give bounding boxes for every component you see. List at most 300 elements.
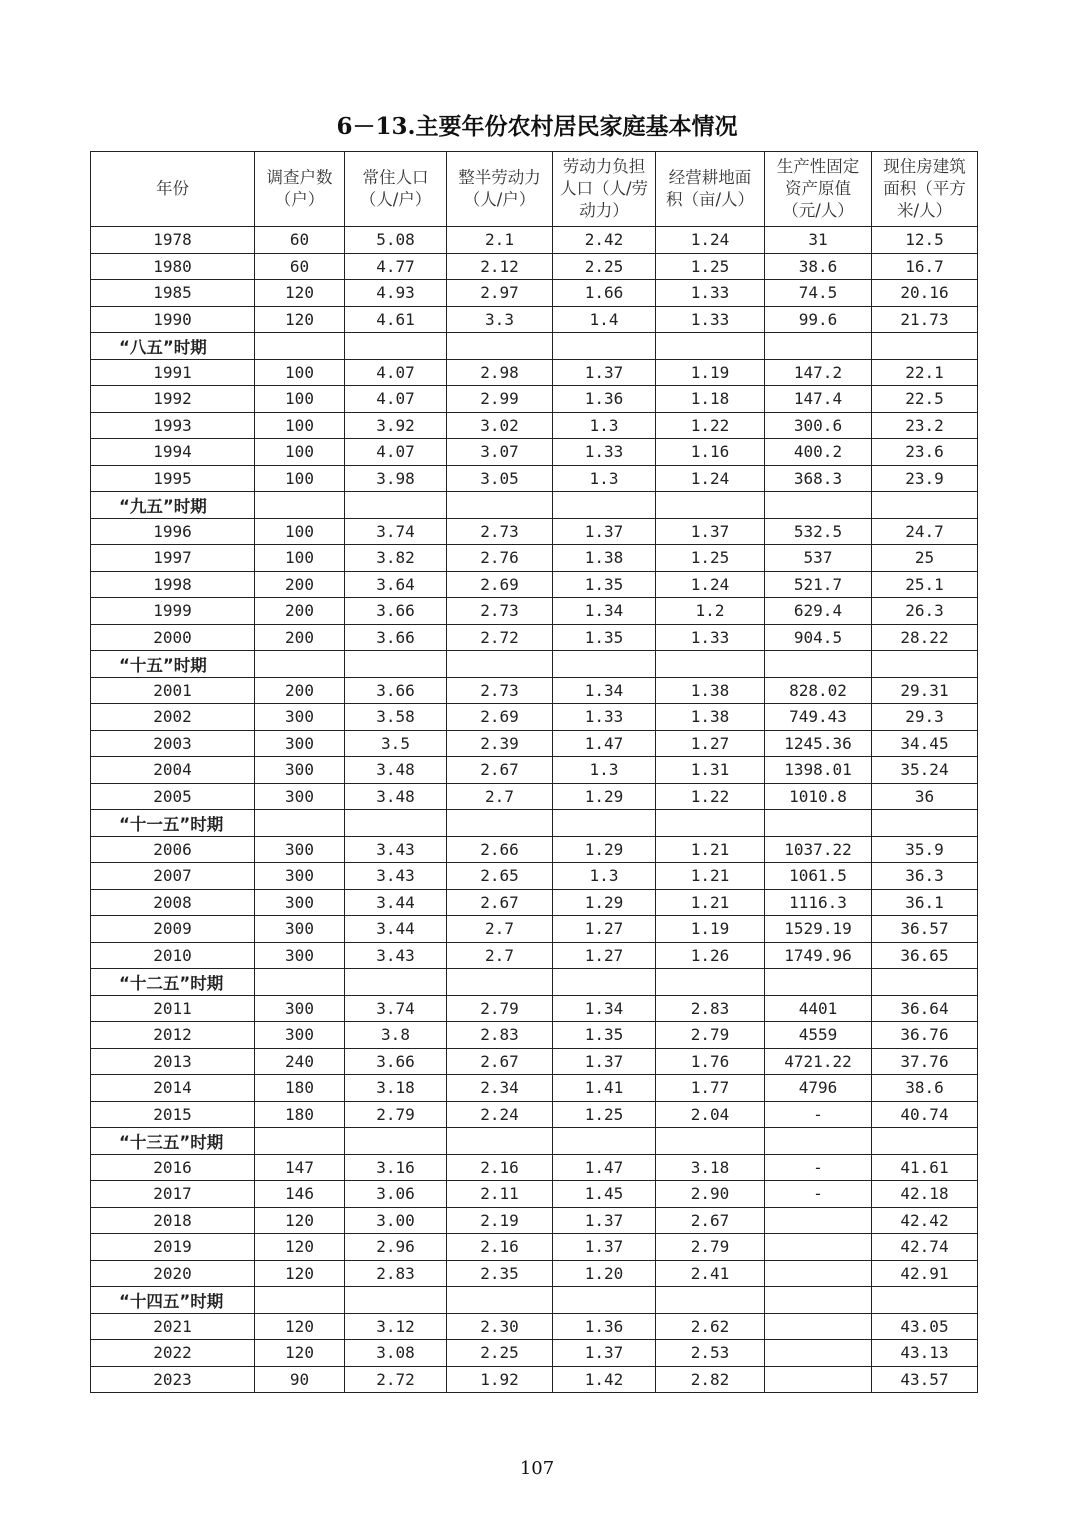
cell-land: 2.83 xyxy=(656,995,765,1022)
cell-housing: 41.61 xyxy=(872,1154,978,1181)
cell-year: 2000 xyxy=(91,624,255,651)
cell-labor: 2.73 xyxy=(447,518,553,545)
cell-assets: 147.2 xyxy=(765,359,872,386)
cell-land: 2.41 xyxy=(656,1260,765,1287)
cell-labor: 2.25 xyxy=(447,1340,553,1367)
table-row xyxy=(91,439,978,466)
empty-cell xyxy=(765,1128,872,1155)
empty-cell xyxy=(447,492,553,519)
cell-land: 1.22 xyxy=(656,783,765,810)
cell-land: 2.62 xyxy=(656,1313,765,1340)
cell-dependency: 1.35 xyxy=(553,624,656,651)
cell-land: 1.18 xyxy=(656,386,765,413)
cell-assets: 31 xyxy=(765,227,872,254)
cell-dependency: 1.3 xyxy=(553,757,656,784)
cell-population: 3.44 xyxy=(345,889,447,916)
cell-land: 1.33 xyxy=(656,306,765,333)
cell-labor: 3.07 xyxy=(447,439,553,466)
cell-households: 100 xyxy=(255,545,345,572)
cell-households: 60 xyxy=(255,227,345,254)
cell-year: 2023 xyxy=(91,1366,255,1393)
cell-year: 2010 xyxy=(91,942,255,969)
cell-year: 2012 xyxy=(91,1022,255,1049)
empty-cell xyxy=(872,333,978,360)
table-row xyxy=(91,942,978,969)
empty-cell xyxy=(447,1128,553,1155)
cell-households: 200 xyxy=(255,624,345,651)
cell-labor: 2.73 xyxy=(447,598,553,625)
cell-population: 3.66 xyxy=(345,598,447,625)
cell-housing: 35.9 xyxy=(872,836,978,863)
empty-cell xyxy=(345,1287,447,1314)
empty-cell xyxy=(345,492,447,519)
cell-housing: 40.74 xyxy=(872,1101,978,1128)
table-row xyxy=(91,916,978,943)
cell-dependency: 1.29 xyxy=(553,836,656,863)
cell-assets xyxy=(765,1207,872,1234)
cell-year: 2020 xyxy=(91,1260,255,1287)
empty-cell xyxy=(553,1128,656,1155)
cell-housing: 23.9 xyxy=(872,465,978,492)
cell-population: 3.12 xyxy=(345,1313,447,1340)
cell-population: 3.08 xyxy=(345,1340,447,1367)
cell-population: 3.74 xyxy=(345,995,447,1022)
empty-cell xyxy=(872,492,978,519)
cell-dependency: 1.36 xyxy=(553,1313,656,1340)
empty-cell xyxy=(765,333,872,360)
cell-dependency: 1.66 xyxy=(553,280,656,307)
table-row xyxy=(91,863,978,890)
cell-labor: 2.79 xyxy=(447,995,553,1022)
cell-households: 120 xyxy=(255,280,345,307)
cell-housing: 36.1 xyxy=(872,889,978,916)
cell-assets: 521.7 xyxy=(765,571,872,598)
table-row xyxy=(91,995,978,1022)
cell-assets xyxy=(765,1366,872,1393)
table-row xyxy=(91,889,978,916)
period-row xyxy=(91,1128,978,1155)
cell-population: 3.66 xyxy=(345,624,447,651)
empty-cell xyxy=(553,1287,656,1314)
cell-land: 2.79 xyxy=(656,1022,765,1049)
cell-year: 2008 xyxy=(91,889,255,916)
cell-housing: 36.76 xyxy=(872,1022,978,1049)
cell-population: 4.07 xyxy=(345,359,447,386)
table-row xyxy=(91,1101,978,1128)
table-row xyxy=(91,1048,978,1075)
cell-housing: 25 xyxy=(872,545,978,572)
cell-assets xyxy=(765,1340,872,1367)
cell-housing: 36 xyxy=(872,783,978,810)
empty-cell xyxy=(553,651,656,678)
cell-population: 3.48 xyxy=(345,783,447,810)
table-body xyxy=(91,227,978,1393)
cell-dependency: 1.37 xyxy=(553,1207,656,1234)
cell-land: 2.67 xyxy=(656,1207,765,1234)
table-row xyxy=(91,571,978,598)
cell-housing: 23.2 xyxy=(872,412,978,439)
cell-land: 1.19 xyxy=(656,916,765,943)
cell-population: 3.66 xyxy=(345,677,447,704)
cell-year: 2003 xyxy=(91,730,255,757)
empty-cell xyxy=(872,810,978,837)
cell-housing: 16.7 xyxy=(872,253,978,280)
cell-year: 1993 xyxy=(91,412,255,439)
cell-households: 120 xyxy=(255,1207,345,1234)
cell-labor: 2.76 xyxy=(447,545,553,572)
cell-housing: 42.42 xyxy=(872,1207,978,1234)
empty-cell xyxy=(765,492,872,519)
cell-households: 300 xyxy=(255,995,345,1022)
cell-labor: 2.24 xyxy=(447,1101,553,1128)
cell-labor: 2.7 xyxy=(447,916,553,943)
cell-year: 2007 xyxy=(91,863,255,890)
cell-population: 3.74 xyxy=(345,518,447,545)
cell-housing: 34.45 xyxy=(872,730,978,757)
cell-land: 2.04 xyxy=(656,1101,765,1128)
cell-year: 1995 xyxy=(91,465,255,492)
cell-land: 1.33 xyxy=(656,280,765,307)
cell-labor: 3.05 xyxy=(447,465,553,492)
empty-cell xyxy=(255,810,345,837)
cell-assets: 828.02 xyxy=(765,677,872,704)
empty-cell xyxy=(765,969,872,996)
empty-cell xyxy=(345,651,447,678)
cell-year: 2013 xyxy=(91,1048,255,1075)
cell-population: 2.72 xyxy=(345,1366,447,1393)
cell-land: 3.18 xyxy=(656,1154,765,1181)
cell-population: 3.92 xyxy=(345,412,447,439)
cell-assets: 4796 xyxy=(765,1075,872,1102)
cell-labor: 3.02 xyxy=(447,412,553,439)
cell-labor: 2.39 xyxy=(447,730,553,757)
cell-year: 1985 xyxy=(91,280,255,307)
cell-dependency: 1.37 xyxy=(553,359,656,386)
table-row xyxy=(91,783,978,810)
cell-year: 1997 xyxy=(91,545,255,572)
cell-dependency: 1.41 xyxy=(553,1075,656,1102)
empty-cell xyxy=(447,651,553,678)
empty-cell xyxy=(345,1128,447,1155)
cell-housing: 26.3 xyxy=(872,598,978,625)
cell-labor: 2.65 xyxy=(447,863,553,890)
cell-land: 1.27 xyxy=(656,730,765,757)
cell-assets: - xyxy=(765,1181,872,1208)
empty-cell xyxy=(765,651,872,678)
cell-assets: 38.6 xyxy=(765,253,872,280)
cell-population: 3.82 xyxy=(345,545,447,572)
table-row xyxy=(91,412,978,439)
empty-cell xyxy=(656,651,765,678)
empty-cell xyxy=(553,333,656,360)
cell-land: 2.82 xyxy=(656,1366,765,1393)
cell-housing: 25.1 xyxy=(872,571,978,598)
table-row xyxy=(91,1366,978,1393)
cell-population: 4.61 xyxy=(345,306,447,333)
cell-labor: 2.11 xyxy=(447,1181,553,1208)
cell-dependency: 1.3 xyxy=(553,465,656,492)
cell-housing: 42.91 xyxy=(872,1260,978,1287)
cell-housing: 36.64 xyxy=(872,995,978,1022)
cell-dependency: 2.42 xyxy=(553,227,656,254)
cell-land: 1.2 xyxy=(656,598,765,625)
cell-year: 2002 xyxy=(91,704,255,731)
cell-households: 100 xyxy=(255,359,345,386)
cell-labor: 2.7 xyxy=(447,783,553,810)
cell-housing: 43.13 xyxy=(872,1340,978,1367)
cell-population: 3.66 xyxy=(345,1048,447,1075)
cell-housing: 36.57 xyxy=(872,916,978,943)
header-households: 调查户数 （户） xyxy=(255,152,345,227)
cell-assets: 400.2 xyxy=(765,439,872,466)
cell-year: 2015 xyxy=(91,1101,255,1128)
cell-households: 300 xyxy=(255,889,345,916)
cell-households: 146 xyxy=(255,1181,345,1208)
cell-housing: 21.73 xyxy=(872,306,978,333)
empty-cell xyxy=(872,969,978,996)
table-row xyxy=(91,518,978,545)
period-row xyxy=(91,1287,978,1314)
cell-population: 3.06 xyxy=(345,1181,447,1208)
table-row xyxy=(91,465,978,492)
cell-households: 200 xyxy=(255,571,345,598)
cell-households: 300 xyxy=(255,942,345,969)
table-row xyxy=(91,1260,978,1287)
period-label: “八五”时期 xyxy=(91,333,255,360)
cell-assets xyxy=(765,1234,872,1261)
cell-year: 1998 xyxy=(91,571,255,598)
cell-year: 2022 xyxy=(91,1340,255,1367)
cell-year: 1991 xyxy=(91,359,255,386)
cell-housing: 43.57 xyxy=(872,1366,978,1393)
cell-labor: 2.67 xyxy=(447,889,553,916)
cell-population: 2.83 xyxy=(345,1260,447,1287)
cell-year: 2011 xyxy=(91,995,255,1022)
cell-assets: 1116.3 xyxy=(765,889,872,916)
cell-dependency: 1.38 xyxy=(553,545,656,572)
cell-assets: 1245.36 xyxy=(765,730,872,757)
cell-housing: 38.6 xyxy=(872,1075,978,1102)
cell-dependency: 1.4 xyxy=(553,306,656,333)
cell-labor: 2.12 xyxy=(447,253,553,280)
empty-cell xyxy=(255,1128,345,1155)
cell-assets: 4559 xyxy=(765,1022,872,1049)
table-row xyxy=(91,704,978,731)
cell-year: 2005 xyxy=(91,783,255,810)
table-row xyxy=(91,280,978,307)
cell-households: 300 xyxy=(255,783,345,810)
cell-population: 3.18 xyxy=(345,1075,447,1102)
empty-cell xyxy=(255,1287,345,1314)
cell-labor: 2.83 xyxy=(447,1022,553,1049)
cell-assets: 368.3 xyxy=(765,465,872,492)
cell-dependency: 1.37 xyxy=(553,1340,656,1367)
empty-cell xyxy=(345,333,447,360)
cell-labor: 1.92 xyxy=(447,1366,553,1393)
period-row xyxy=(91,333,978,360)
cell-households: 300 xyxy=(255,757,345,784)
cell-housing: 29.31 xyxy=(872,677,978,704)
cell-assets: 4721.22 xyxy=(765,1048,872,1075)
cell-population: 2.79 xyxy=(345,1101,447,1128)
cell-population: 4.93 xyxy=(345,280,447,307)
empty-cell xyxy=(765,1287,872,1314)
cell-land: 1.76 xyxy=(656,1048,765,1075)
table-title: 6－13.主要年份农村居民家庭基本情况 xyxy=(336,113,738,140)
cell-land: 1.25 xyxy=(656,545,765,572)
cell-assets: 99.6 xyxy=(765,306,872,333)
cell-assets: - xyxy=(765,1101,872,1128)
empty-cell xyxy=(656,333,765,360)
cell-labor: 2.67 xyxy=(447,1048,553,1075)
period-label: “十一五”时期 xyxy=(91,810,255,837)
cell-dependency: 1.27 xyxy=(553,916,656,943)
cell-households: 300 xyxy=(255,730,345,757)
empty-cell xyxy=(765,810,872,837)
cell-labor: 2.7 xyxy=(447,942,553,969)
cell-population: 3.8 xyxy=(345,1022,447,1049)
header-cultivated-land: 经营耕地面 积（亩/人） xyxy=(656,152,765,227)
cell-population: 3.5 xyxy=(345,730,447,757)
cell-population: 3.43 xyxy=(345,863,447,890)
cell-housing: 37.76 xyxy=(872,1048,978,1075)
cell-dependency: 1.35 xyxy=(553,1022,656,1049)
cell-year: 2009 xyxy=(91,916,255,943)
cell-dependency: 1.3 xyxy=(553,412,656,439)
empty-cell xyxy=(656,810,765,837)
cell-housing: 36.3 xyxy=(872,863,978,890)
cell-year: 2014 xyxy=(91,1075,255,1102)
table-row xyxy=(91,386,978,413)
cell-dependency: 1.34 xyxy=(553,677,656,704)
cell-labor: 3.3 xyxy=(447,306,553,333)
cell-dependency: 1.37 xyxy=(553,518,656,545)
cell-year: 2017 xyxy=(91,1181,255,1208)
empty-cell xyxy=(255,492,345,519)
cell-land: 1.24 xyxy=(656,465,765,492)
period-label: “十三五”时期 xyxy=(91,1128,255,1155)
cell-housing: 42.74 xyxy=(872,1234,978,1261)
empty-cell xyxy=(656,1287,765,1314)
cell-households: 180 xyxy=(255,1101,345,1128)
empty-cell xyxy=(255,651,345,678)
cell-assets: 300.6 xyxy=(765,412,872,439)
cell-year: 2004 xyxy=(91,757,255,784)
table-row xyxy=(91,757,978,784)
cell-labor: 2.1 xyxy=(447,227,553,254)
cell-land: 1.37 xyxy=(656,518,765,545)
cell-labor: 2.19 xyxy=(447,1207,553,1234)
cell-households: 200 xyxy=(255,677,345,704)
cell-labor: 2.16 xyxy=(447,1154,553,1181)
cell-housing: 23.6 xyxy=(872,439,978,466)
cell-population: 3.64 xyxy=(345,571,447,598)
cell-dependency: 1.33 xyxy=(553,704,656,731)
header-year: 年份 xyxy=(91,152,255,227)
period-row xyxy=(91,969,978,996)
table-row xyxy=(91,1313,978,1340)
cell-year: 1990 xyxy=(91,306,255,333)
period-label: “十四五”时期 xyxy=(91,1287,255,1314)
table-row xyxy=(91,1154,978,1181)
empty-cell xyxy=(656,969,765,996)
cell-households: 120 xyxy=(255,1234,345,1261)
cell-housing: 42.18 xyxy=(872,1181,978,1208)
cell-households: 300 xyxy=(255,863,345,890)
cell-land: 1.24 xyxy=(656,571,765,598)
cell-labor: 2.72 xyxy=(447,624,553,651)
cell-assets: 749.43 xyxy=(765,704,872,731)
cell-housing: 35.24 xyxy=(872,757,978,784)
cell-land: 1.77 xyxy=(656,1075,765,1102)
cell-assets: 537 xyxy=(765,545,872,572)
cell-households: 100 xyxy=(255,439,345,466)
cell-labor: 2.99 xyxy=(447,386,553,413)
empty-cell xyxy=(872,1287,978,1314)
cell-population: 4.77 xyxy=(345,253,447,280)
cell-labor: 2.35 xyxy=(447,1260,553,1287)
cell-land: 1.19 xyxy=(656,359,765,386)
cell-land: 2.79 xyxy=(656,1234,765,1261)
cell-housing: 36.65 xyxy=(872,942,978,969)
cell-households: 300 xyxy=(255,1022,345,1049)
cell-labor: 2.69 xyxy=(447,571,553,598)
table-row xyxy=(91,1022,978,1049)
cell-land: 1.21 xyxy=(656,889,765,916)
cell-housing: 20.16 xyxy=(872,280,978,307)
cell-dependency: 1.45 xyxy=(553,1181,656,1208)
cell-dependency: 1.29 xyxy=(553,889,656,916)
cell-assets: 74.5 xyxy=(765,280,872,307)
cell-population: 4.07 xyxy=(345,386,447,413)
cell-dependency: 1.35 xyxy=(553,571,656,598)
cell-labor: 2.98 xyxy=(447,359,553,386)
cell-year: 2001 xyxy=(91,677,255,704)
cell-land: 1.38 xyxy=(656,677,765,704)
empty-cell xyxy=(255,969,345,996)
cell-year: 1978 xyxy=(91,227,255,254)
cell-labor: 2.34 xyxy=(447,1075,553,1102)
cell-labor: 2.97 xyxy=(447,280,553,307)
empty-cell xyxy=(447,810,553,837)
cell-population: 3.48 xyxy=(345,757,447,784)
cell-dependency: 1.27 xyxy=(553,942,656,969)
cell-population: 3.43 xyxy=(345,836,447,863)
cell-dependency: 1.36 xyxy=(553,386,656,413)
empty-cell xyxy=(553,969,656,996)
period-label: “九五”时期 xyxy=(91,492,255,519)
header-dependency: 劳动力负担 人口（人/劳 动力） xyxy=(553,152,656,227)
cell-population: 3.43 xyxy=(345,942,447,969)
cell-population: 2.96 xyxy=(345,1234,447,1261)
cell-households: 240 xyxy=(255,1048,345,1075)
cell-dependency: 1.37 xyxy=(553,1048,656,1075)
table-row xyxy=(91,836,978,863)
cell-assets: 1010.8 xyxy=(765,783,872,810)
cell-households: 60 xyxy=(255,253,345,280)
cell-year: 1980 xyxy=(91,253,255,280)
cell-households: 300 xyxy=(255,704,345,731)
cell-assets: 1037.22 xyxy=(765,836,872,863)
cell-assets: 532.5 xyxy=(765,518,872,545)
cell-population: 3.44 xyxy=(345,916,447,943)
cell-assets xyxy=(765,1313,872,1340)
cell-population: 4.07 xyxy=(345,439,447,466)
cell-land: 1.38 xyxy=(656,704,765,731)
cell-housing: 12.5 xyxy=(872,227,978,254)
cell-housing: 28.22 xyxy=(872,624,978,651)
table-row xyxy=(91,1340,978,1367)
